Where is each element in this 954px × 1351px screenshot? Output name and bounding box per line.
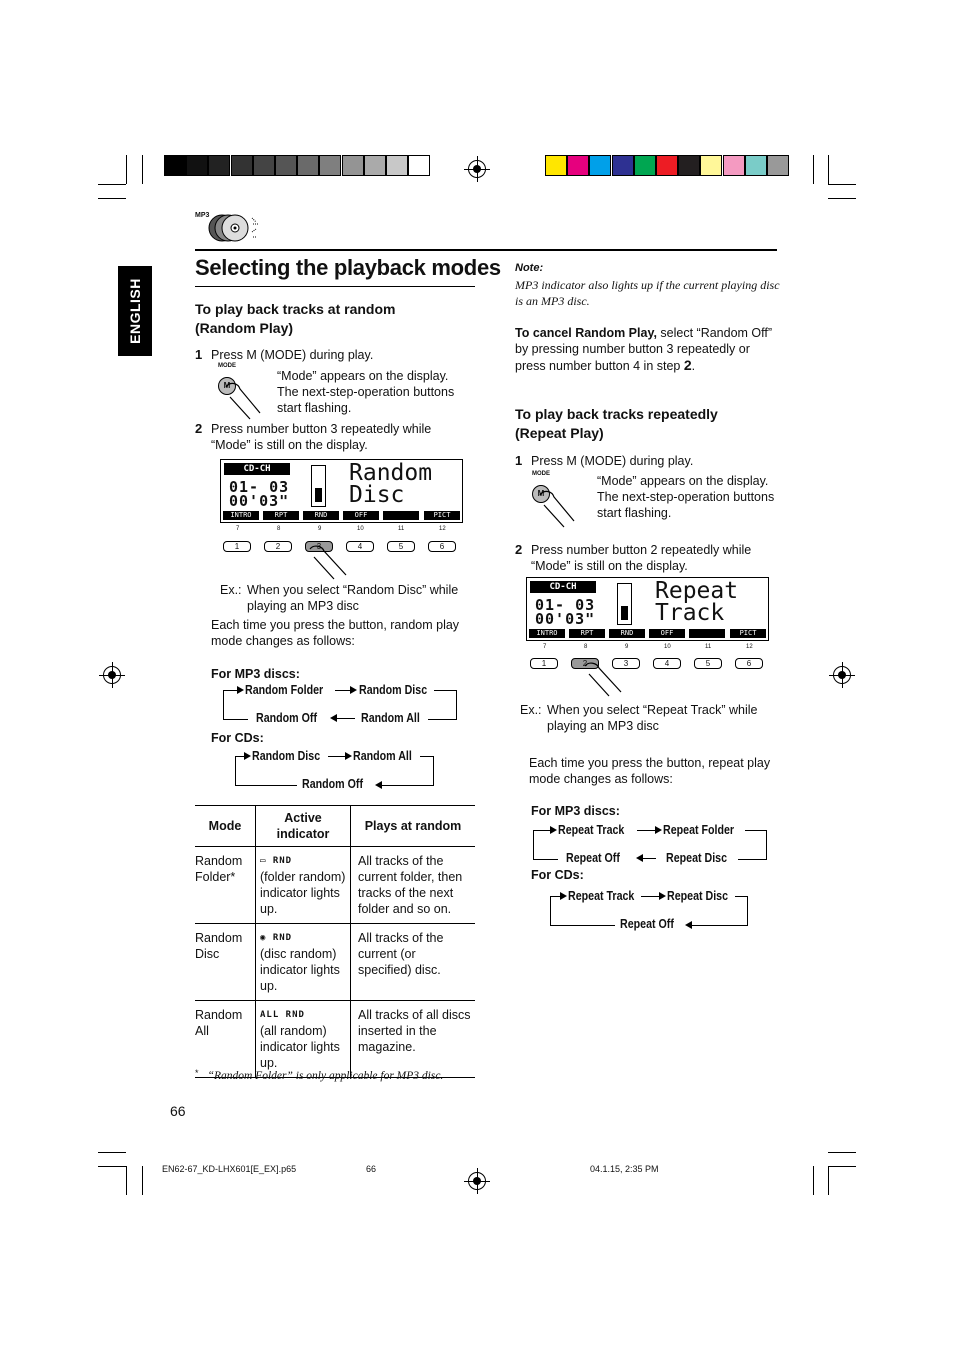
lcd-soft-rnd: RND	[609, 629, 645, 638]
repeat-step2-text: Press number button 2 repeatedly while “Mode” is still on the display.	[531, 543, 752, 573]
repeat-each-time: Each time you press the button, repeat play mode changes as follows:	[529, 756, 771, 786]
number-key-1: 1	[223, 541, 251, 552]
gray-swatch	[364, 155, 386, 176]
number-key-3: 3	[305, 541, 333, 552]
lcd-line2: Track	[655, 600, 725, 626]
random-example-prefix: Ex.:	[220, 583, 242, 597]
table-cell-indicator: ▭ RND (folder random) indicator lights up.	[256, 847, 351, 924]
gray-swatch	[386, 155, 408, 176]
footer-file: EN62-67_KD-LHX601[E_EX].p65	[162, 1164, 297, 1174]
repeat-lcd-display	[526, 577, 769, 641]
table-row	[195, 924, 475, 1001]
lcd-line1: Repeat	[655, 578, 739, 604]
color-swatch	[723, 155, 745, 176]
number-key-6: 6	[735, 658, 763, 669]
mode-button-illustration: MODE M	[212, 363, 272, 421]
color-swatch	[634, 155, 656, 176]
lcd-soft-rnd: RND	[303, 511, 339, 520]
repeat-heading: To play back tracks repeatedly (Repeat Play)	[515, 406, 718, 441]
lcd-soft-off: OFF	[649, 629, 685, 638]
number-key-6: 6	[428, 541, 456, 552]
table-header-plays: Plays at random	[351, 806, 476, 847]
page-number: 66	[170, 1103, 186, 1119]
lcd-mode-chip: CD-CH	[224, 463, 290, 475]
table-cell-mode: Random Folder*	[195, 847, 256, 924]
gray-swatch	[319, 155, 341, 176]
language-label: ENGLISH	[127, 278, 143, 344]
registration-mark-icon	[468, 1172, 486, 1190]
lcd-soft-pict: PICT	[424, 511, 460, 520]
random-lcd-display	[220, 459, 463, 523]
repeat-step1-text: Press M (MODE) during play.	[531, 454, 694, 468]
random-step1-number: 1	[195, 347, 203, 362]
random-mp3-label: For MP3 discs:	[211, 667, 300, 681]
table-row	[195, 847, 475, 924]
color-swatch	[656, 155, 678, 176]
number-key-4: 4	[653, 658, 681, 669]
lcd-track: 01- 03	[535, 596, 596, 614]
language-sidebar	[118, 266, 152, 356]
color-swatch	[545, 155, 567, 176]
page-title: Selecting the playback modes	[195, 255, 501, 280]
color-swatch	[612, 155, 634, 176]
number-key-3: 3	[612, 658, 640, 669]
color-swatch	[589, 155, 611, 176]
lcd-soft-off: OFF	[343, 511, 379, 520]
random-each-time: Each time you press the button, random play mode changes as follows:	[211, 618, 460, 648]
gray-swatch	[408, 155, 430, 176]
color-swatch	[700, 155, 722, 176]
color-swatch	[567, 155, 589, 176]
table-cell-plays: All tracks of all discs inserted in the magazine.	[351, 1001, 476, 1078]
lcd-time: 00'03"	[229, 492, 290, 510]
random-heading: To play back tracks at random (Random Play)	[195, 301, 396, 336]
random-step2-number: 2	[195, 421, 203, 436]
gray-swatch	[186, 155, 208, 176]
table-footnote: * “Random Folder” is only applicable for MP3 disc.	[195, 1068, 444, 1082]
number-key-1: 1	[530, 658, 558, 669]
gray-swatch	[253, 155, 275, 176]
color-swatch	[745, 155, 767, 176]
repeat-step1-detail: “Mode” appears on the display. The next-step-operation buttons start flashing.	[597, 474, 775, 520]
cancel-random-text: To cancel Random Play, select “Random Off” by pressing number button 3 repeatedly or press number button 4 in step 2.	[515, 326, 773, 373]
number-key-2: 2	[571, 658, 599, 669]
table-header-row	[195, 806, 475, 847]
repeat-step1-number: 1	[515, 453, 523, 468]
mode-key-icon: M	[218, 377, 236, 395]
color-swatch	[678, 155, 700, 176]
all-random-icon: ALL RND	[260, 1010, 305, 1020]
repeat-cd-label: For CDs:	[531, 868, 584, 882]
table-cell-indicator: ◉ RND (disc random) indicator lights up.	[256, 924, 351, 1001]
lcd-soft-blank	[689, 629, 725, 638]
mode-button-illustration: MODE M	[532, 471, 592, 529]
repeat-step2-number: 2	[515, 542, 523, 557]
finger-icon	[306, 545, 352, 581]
footer-file-page: 66	[366, 1164, 377, 1174]
lcd-soft-intro: INTRO	[529, 629, 565, 638]
mp3-label: MP3	[195, 212, 210, 219]
hourglass-icon	[311, 465, 326, 507]
table-header-mode: Mode	[195, 806, 256, 847]
random-cd-label: For CDs:	[211, 731, 264, 745]
gray-swatch	[275, 155, 297, 176]
lcd-mode-chip: CD-CH	[530, 581, 596, 593]
registration-mark-icon	[103, 666, 121, 684]
registration-mark-icon	[468, 160, 486, 178]
disc-random-icon: ◉ RND	[260, 933, 293, 943]
lcd-soft-rpt: RPT	[263, 511, 299, 520]
table-header-indicator: Active indicator	[256, 806, 351, 847]
table-cell-plays: All tracks of the current (or specified) disc.	[351, 924, 476, 1001]
folder-random-icon: ▭ RND	[260, 856, 293, 866]
table-cell-plays: All tracks of the current folder, then tracks of the next folder and so on.	[351, 847, 476, 924]
lcd-track: 01- 03	[229, 478, 290, 496]
lcd-soft-intro: INTRO	[223, 511, 259, 520]
footer-timestamp: 04.1.15, 2:35 PM	[590, 1164, 659, 1174]
gray-swatch	[231, 155, 253, 176]
gray-swatch	[208, 155, 230, 176]
header-rule	[195, 249, 777, 251]
number-key-2: 2	[264, 541, 292, 552]
random-step1-text: Press M (MODE) during play.	[211, 348, 374, 362]
number-key-5: 5	[387, 541, 415, 552]
random-step1-detail: “Mode” appears on the display. The next-step-operation buttons start flashing.	[277, 369, 455, 415]
mp3-disc-icon	[208, 212, 264, 244]
color-swatch	[767, 155, 789, 176]
finger-icon	[581, 662, 627, 698]
table-cell-mode: Random Disc	[195, 924, 256, 1001]
table-cell-indicator: ALL RND (all random) indicator lights up.	[256, 1001, 351, 1078]
random-modes-table	[195, 805, 475, 1078]
title-rule	[195, 286, 475, 287]
lcd-soft-pict: PICT	[730, 629, 766, 638]
random-step2-text: Press number button 3 repeatedly while “Mode” is still on the display.	[211, 422, 432, 452]
lcd-line1: Random	[349, 460, 433, 486]
registration-mark-icon	[833, 666, 851, 684]
lcd-time: 00'03"	[535, 610, 596, 628]
gray-swatch	[297, 155, 319, 176]
repeat-example-prefix: Ex.:	[520, 703, 542, 717]
table-cell-mode: Random All	[195, 1001, 256, 1078]
repeat-mp3-label: For MP3 discs:	[531, 804, 620, 818]
gray-swatch	[342, 155, 364, 176]
note-label: Note:	[515, 262, 544, 274]
hourglass-icon	[617, 583, 632, 625]
gray-swatch	[164, 155, 186, 176]
table-row	[195, 1001, 475, 1078]
finger-icon	[220, 379, 272, 421]
number-key-5: 5	[694, 658, 722, 669]
number-key-4: 4	[346, 541, 374, 552]
repeat-example-text: When you select “Repeat Track” while playing an MP3 disc	[547, 703, 758, 733]
finger-icon	[534, 487, 586, 529]
lcd-line2: Disc	[349, 482, 405, 508]
note-text: MP3 indicator also lights up if the current playing disc is an MP3 disc.	[515, 278, 780, 308]
lcd-soft-blank	[383, 511, 419, 520]
mode-key-icon: M	[532, 485, 550, 503]
lcd-soft-rpt: RPT	[569, 629, 605, 638]
random-example-text: When you select “Random Disc” while playing an MP3 disc	[247, 583, 459, 613]
